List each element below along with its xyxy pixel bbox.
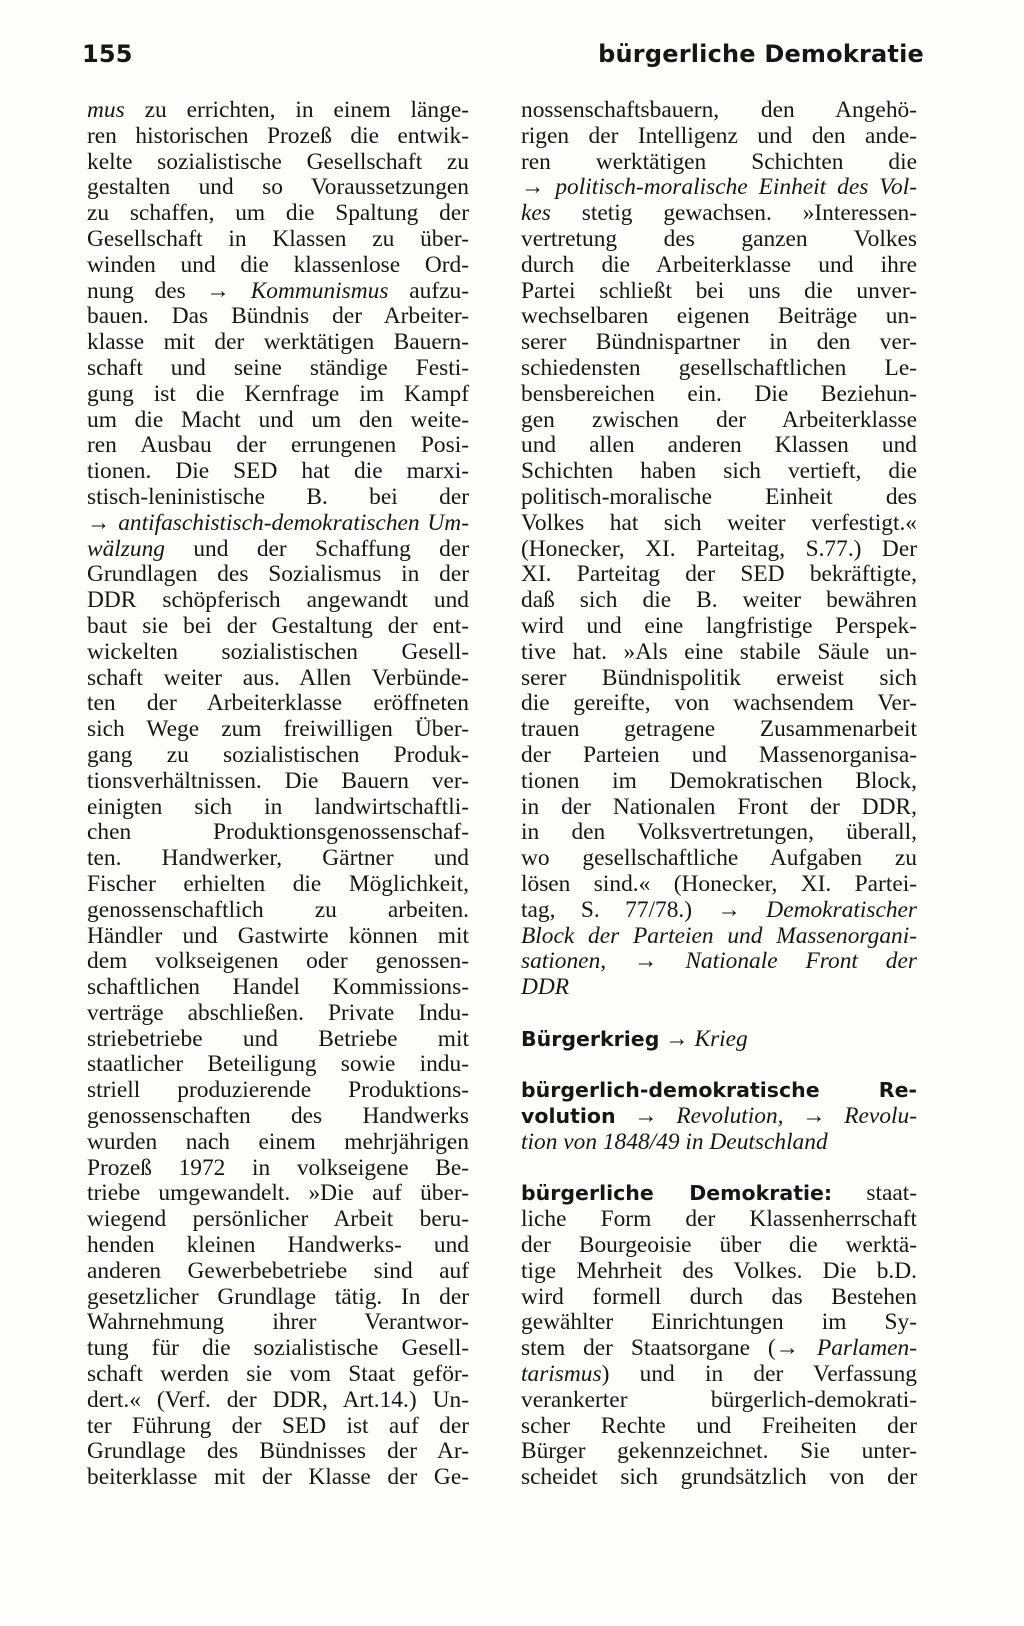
text-segment: → (783, 1103, 845, 1130)
text-line (87, 1156, 469, 1182)
text-segment: → (87, 509, 119, 536)
text-segment: tige Mehrheit des Volkes. Die b.D. (521, 1257, 917, 1284)
text-segment: triebe umgewandelt. »Die auf über- (87, 1180, 469, 1207)
text-line (521, 1285, 917, 1311)
text-line (521, 175, 917, 201)
text-segment: Bürger gekennzeichnet. Sie unter- (521, 1438, 917, 1465)
text-segment: chen Produktionsgenossenschaf- (87, 819, 469, 846)
text-line (87, 124, 469, 150)
text-segment: wiegend persönlicher Arbeit beru- (87, 1206, 469, 1233)
cross-reference: Revolution, (676, 1103, 784, 1130)
text-line (521, 1414, 917, 1440)
text-segment: liche Form der Klassenherrschaft (521, 1206, 917, 1233)
text-line (87, 485, 469, 511)
text-line (521, 1310, 917, 1336)
text-line (87, 1439, 469, 1465)
text-segment: ) und in der Verfassung (601, 1361, 917, 1388)
text-segment: stisch-leninistische B. bei der (87, 483, 469, 510)
text-line (521, 537, 917, 563)
text-segment: der Parteien und Massenorganisa- (521, 741, 917, 768)
text-segment: durch die Arbeiterklasse und ihre (521, 251, 917, 278)
text-line (521, 1181, 917, 1207)
text-line (521, 1336, 917, 1362)
text-segment: henden kleinen Handwerks- und (87, 1232, 469, 1259)
text-segment: ren werktätigen Schichten die (521, 148, 917, 175)
cross-reference: tion von 1848/49 in Deutschland (521, 1128, 828, 1155)
text-segment: in den Volksvertretungen, überall, (521, 819, 917, 846)
text-segment: rigen der Intelligenz und den ande- (521, 122, 917, 149)
entry-headword: bürgerlich-demokratische Re- (521, 1078, 917, 1103)
cross-reference: tarismus (521, 1361, 602, 1388)
text-line (521, 975, 917, 1001)
text-segment: sich Wege zum freiwilligen Über- (87, 716, 469, 743)
text-line (87, 743, 469, 769)
text-segment: lösen sind.« (Honecker, XI. Partei- (521, 870, 917, 897)
text-line (87, 1285, 469, 1311)
text-segment: winden und die klassenlose Ord- (87, 251, 469, 278)
text-line (87, 1336, 469, 1362)
text-line (521, 201, 917, 227)
text-segment: gewählter Einrichtungen im Sy- (521, 1309, 917, 1336)
text-segment: Schichten haben sich vertieft, die (521, 458, 917, 485)
text-line (521, 304, 917, 330)
text-line (87, 717, 469, 743)
text-line (87, 279, 469, 305)
text-line (87, 846, 469, 872)
cross-reference: Demokratischer (766, 896, 917, 923)
text-line (87, 1052, 469, 1078)
text-line (87, 1078, 469, 1104)
text-line (521, 1104, 917, 1130)
text-line (521, 949, 917, 975)
text-line (521, 1207, 917, 1233)
text-line (521, 743, 917, 769)
text-segment: stem der Staatsorgane (→ (521, 1335, 817, 1362)
text-segment: tionen im Demokratischen Block, (521, 767, 917, 794)
text-segment: staatlicher Beteiligung sowie indu- (87, 1051, 469, 1078)
text-line (87, 408, 469, 434)
text-segment: Grundlagen des Sozialismus in der (87, 561, 469, 588)
text-segment: genossenschaftlich zu arbeiten. (87, 896, 469, 923)
text-line (87, 588, 469, 614)
text-segment: wechselbaren eigenen Beiträge un- (521, 303, 917, 330)
text-line (87, 872, 469, 898)
text-column-left (87, 98, 469, 1491)
text-line (87, 382, 469, 408)
text-segment: ten der Arbeiterklasse eröffneten (87, 690, 469, 717)
entry-headword: bürgerliche Demokratie: (521, 1181, 833, 1206)
paragraph-gap (521, 1001, 917, 1027)
text-line (521, 717, 917, 743)
text-line (87, 1310, 469, 1336)
text-line (87, 253, 469, 279)
text-line (87, 691, 469, 717)
cross-reference: kes (521, 200, 551, 227)
cross-reference: wälzung (87, 535, 165, 562)
text-line (521, 898, 917, 924)
text-line (87, 304, 469, 330)
text-line (521, 820, 917, 846)
text-segment: gung ist die Kernfrage im Kampf (87, 380, 469, 407)
text-line (87, 1362, 469, 1388)
text-segment: stetig gewachsen. »Interessen- (550, 200, 917, 227)
text-segment: wird und eine langfristige Perspek- (521, 612, 917, 639)
text-segment: tive hat. »Als eine stabile Säule un- (521, 638, 917, 665)
cross-reference: Nationale Front der (685, 948, 917, 975)
text-line (521, 1465, 917, 1491)
text-line (521, 408, 917, 434)
text-line (521, 150, 917, 176)
text-line (87, 98, 469, 124)
text-segment: daß sich die B. weiter bewähren (521, 587, 917, 614)
text-line (87, 1233, 469, 1259)
text-line (87, 511, 469, 537)
text-segment: zu errichten, in einem länge- (124, 97, 469, 123)
text-segment: kelte sozialistische Gesellschaft zu (87, 148, 469, 175)
text-line (87, 640, 469, 666)
text-segment: wickelten sozialistischen Gesell- (87, 638, 469, 665)
text-line (521, 666, 917, 692)
text-segment: Gesellschaft in Klassen zu über- (87, 225, 469, 252)
text-line (521, 640, 917, 666)
text-line (87, 562, 469, 588)
text-segment: Grundlage des Bündnisses der Ar- (87, 1438, 469, 1465)
text-line (521, 1233, 917, 1259)
text-segment: der Bourgeoisie über die werktä- (521, 1232, 917, 1259)
text-segment: bensbereichen ein. Die Beziehun- (521, 380, 917, 407)
text-line (87, 1259, 469, 1285)
text-line (87, 1104, 469, 1130)
text-line (521, 614, 917, 640)
cross-reference: DDR (521, 974, 570, 1001)
text-segment: schiedensten gesellschaftlichen Le- (521, 354, 917, 381)
text-segment: Partei schließt bei uns die unver- (521, 277, 917, 304)
text-segment: staat- (832, 1180, 917, 1207)
text-line (521, 846, 917, 872)
text-segment: striell produzierende Produktions- (87, 1077, 469, 1104)
text-segment: scheidet sich grundsätzlich von der (521, 1464, 917, 1491)
cross-reference: Krieg (694, 1025, 748, 1052)
text-line (87, 1465, 469, 1491)
text-line (87, 175, 469, 201)
text-segment: baut sie bei der Gestaltung der ent- (87, 612, 469, 639)
text-line (87, 330, 469, 356)
text-segment: Händler und Gastwirte können mit (87, 922, 469, 949)
text-line (521, 279, 917, 305)
text-segment: und allen anderen Klassen und (521, 432, 917, 459)
text-line (87, 1001, 469, 1027)
text-segment: schaft werden sie vom Staat geför- (87, 1361, 469, 1388)
text-line (521, 588, 917, 614)
text-segment: nung des → (87, 277, 251, 304)
text-line (521, 1130, 917, 1156)
text-segment: in der Nationalen Front der DDR, (521, 793, 917, 820)
cross-reference: mus (87, 97, 125, 123)
text-line (87, 1181, 469, 1207)
text-line (87, 1130, 469, 1156)
text-segment: gen zwischen der Arbeiterklasse (521, 406, 917, 433)
text-line (521, 1078, 917, 1104)
running-title: bürgerliche Demokratie (598, 40, 924, 68)
text-segment: → (615, 1103, 677, 1130)
text-segment: schaftlichen Handel Kommissions- (87, 974, 469, 1001)
text-segment: (Honecker, XI. Parteitag, S.77.) Der (521, 535, 917, 562)
text-segment: politisch-moralische Einheit des (521, 483, 917, 510)
text-segment: aufzu- (388, 277, 469, 304)
cross-reference: Block der Parteien und Massenorgani- (521, 922, 917, 949)
text-line (521, 1388, 917, 1414)
text-segment: dert.« (Verf. der DDR, Art.14.) Un- (87, 1386, 469, 1413)
text-line (87, 949, 469, 975)
text-line (87, 356, 469, 382)
text-line (87, 795, 469, 821)
text-segment: serer Bündnispolitik erweist sich (521, 664, 917, 691)
text-line (87, 820, 469, 846)
text-segment: ren historischen Prozeß die entwik- (87, 122, 469, 149)
text-segment: trauen getragene Zusammenarbeit (521, 716, 917, 743)
text-segment: schaft und seine ständige Festi- (87, 354, 469, 381)
paragraph-gap (521, 1156, 917, 1182)
cross-reference: sationen, (521, 948, 607, 975)
text-line (521, 253, 917, 279)
text-segment: nossenschaftsbauern, den Angehö- (521, 97, 917, 123)
text-segment: und der Schaffung der (164, 535, 469, 562)
text-segment: vertretung des ganzen Volkes (521, 225, 917, 252)
text-segment: schaft weiter aus. Allen Verbünde- (87, 664, 469, 691)
text-line (521, 433, 917, 459)
text-segment: tionsverhältnissen. Die Bauern ver- (87, 767, 469, 794)
text-segment: tag, S. 77/78.) → (521, 896, 767, 923)
text-line (87, 1027, 469, 1053)
entry-headword: volution (521, 1104, 616, 1129)
cross-reference: Kommunismus (250, 277, 389, 304)
text-line (521, 485, 917, 511)
text-line (87, 227, 469, 253)
text-segment: ren Ausbau der errungenen Posi- (87, 432, 469, 459)
text-line (521, 769, 917, 795)
cross-reference: Revolu- (844, 1103, 917, 1130)
text-segment: verträge abschließen. Private Indu- (87, 999, 469, 1026)
text-line (521, 795, 917, 821)
text-segment: Wahrnehmung ihrer Verantwor- (87, 1309, 469, 1336)
text-segment: tung für die sozialistische Gesell- (87, 1335, 469, 1362)
text-segment: ter Führung der SED ist auf der (87, 1412, 469, 1439)
text-segment: tionen. Die SED hat die marxi- (87, 458, 469, 485)
text-segment: gang zu sozialistischen Produk- (87, 741, 469, 768)
text-line (87, 1414, 469, 1440)
text-line (87, 898, 469, 924)
text-segment: serer Bündnispartner in den ver- (521, 329, 917, 356)
text-segment: → (606, 948, 686, 975)
text-line (87, 433, 469, 459)
paragraph-gap (521, 1052, 917, 1078)
text-line (521, 691, 917, 717)
text-line (521, 1362, 917, 1388)
text-line (87, 924, 469, 950)
text-segment: ten. Handwerker, Gärtner und (87, 845, 469, 872)
text-line (87, 1388, 469, 1414)
text-line (521, 1439, 917, 1465)
text-line (87, 975, 469, 1001)
text-line (521, 330, 917, 356)
text-line (87, 666, 469, 692)
text-segment: XI. Parteitag der SED bekräftigte, (521, 561, 917, 588)
text-segment: um die Macht und um den weite- (87, 406, 469, 433)
text-segment: scher Rechte und Freiheiten der (521, 1412, 917, 1439)
cross-reference: Parlamen- (816, 1335, 917, 1362)
text-segment: gestalten und so Voraussetzungen (87, 174, 469, 201)
text-line (521, 872, 917, 898)
text-segment: die gereifte, von wachsendem Ver- (521, 690, 917, 717)
text-segment: Volkes hat sich weiter verfestigt.« (521, 509, 917, 536)
text-line (87, 1207, 469, 1233)
text-line (87, 459, 469, 485)
text-segment: beiterklasse mit der Klasse der Ge- (87, 1464, 469, 1491)
cross-reference: politisch-moralische Einheit des Vol- (555, 174, 917, 201)
text-line (521, 227, 917, 253)
text-segment: striebetriebe und Betriebe mit (87, 1025, 469, 1052)
text-line (87, 537, 469, 563)
text-column-right (521, 98, 917, 1491)
text-line (521, 511, 917, 537)
text-line (521, 98, 917, 124)
text-line (87, 201, 469, 227)
text-line (87, 769, 469, 795)
text-line (521, 124, 917, 150)
text-line (521, 459, 917, 485)
text-segment: Fischer erhielten die Möglichkeit, (87, 870, 469, 897)
text-line (521, 356, 917, 382)
text-line (521, 924, 917, 950)
text-segment: dem volkseigenen oder genossen- (87, 948, 469, 975)
text-segment: wo gesellschaftliche Aufgaben zu (521, 845, 917, 872)
text-line (87, 150, 469, 176)
text-line (521, 382, 917, 408)
text-segment: wird formell durch das Bestehen (521, 1283, 917, 1310)
text-segment: → (521, 174, 556, 201)
text-line (87, 614, 469, 640)
text-segment: → (659, 1025, 695, 1052)
text-segment: genossenschaften des Handwerks (87, 1103, 469, 1130)
cross-reference: antifaschistisch-demokratischen Um- (118, 509, 469, 536)
text-segment: klasse mit der werktätigen Bauern- (87, 329, 469, 356)
text-segment: anderen Gewerbebetriebe sind auf (87, 1257, 469, 1284)
text-segment: gesetzlicher Grundlage tätig. In der (87, 1283, 469, 1310)
text-segment: DDR schöpferisch angewandt und (87, 587, 469, 614)
page-number: 155 (82, 40, 133, 68)
text-line (521, 562, 917, 588)
text-line (521, 1259, 917, 1285)
text-segment: einigten sich in landwirtschaftli- (87, 793, 469, 820)
text-segment: bauen. Das Bündnis der Arbeiter- (87, 303, 469, 330)
text-segment: Prozeß 1972 in volkseigene Be- (87, 1154, 469, 1181)
entry-headword: Bürgerkrieg (521, 1026, 660, 1051)
text-line (521, 1027, 917, 1053)
text-segment: zu schaffen, um die Spaltung der (87, 200, 469, 227)
text-segment: wurden nach einem mehrjährigen (87, 1128, 469, 1155)
text-segment: verankerter bürgerlich-demokrati- (521, 1386, 917, 1413)
